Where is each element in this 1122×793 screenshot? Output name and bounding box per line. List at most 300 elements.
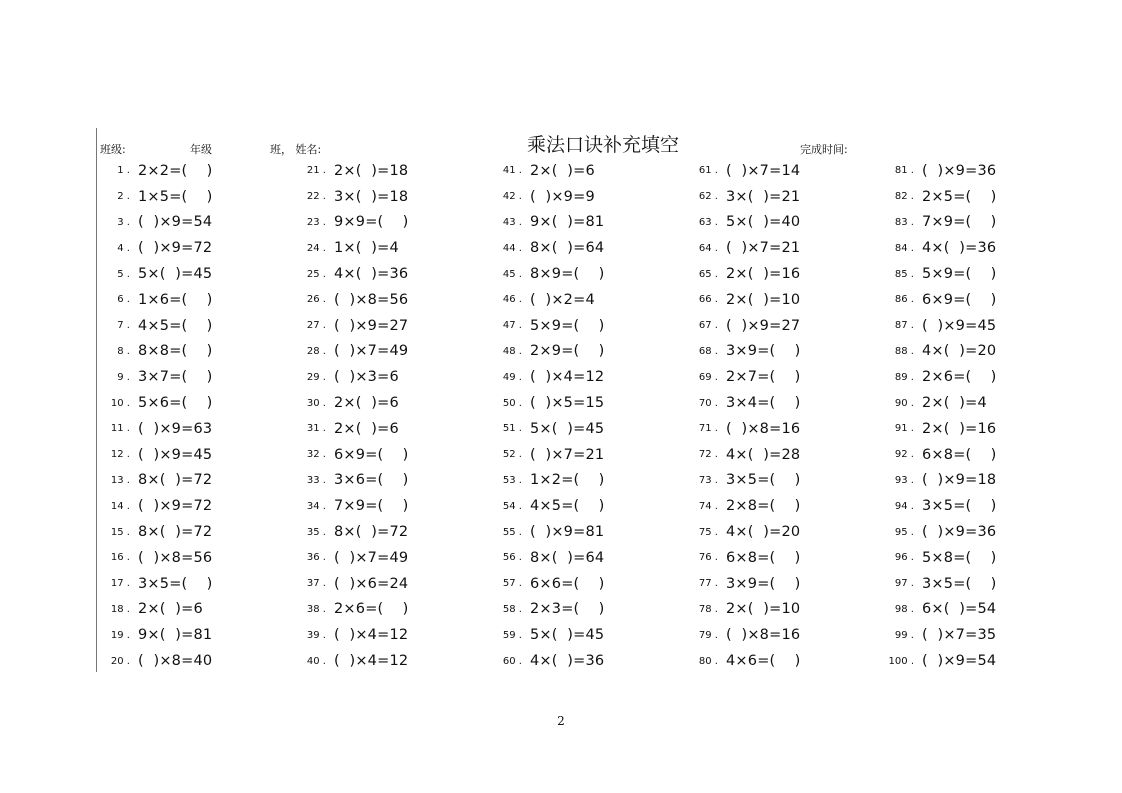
problem-item bbox=[100, 493, 296, 519]
problem-number: 56 . bbox=[502, 552, 522, 564]
problem-item bbox=[100, 210, 296, 236]
problem-item bbox=[688, 519, 884, 545]
problem-item bbox=[492, 364, 688, 390]
problem-number: 42 . bbox=[502, 191, 522, 203]
problem-item bbox=[296, 571, 492, 597]
problem-expression: 5×( )=45 bbox=[530, 627, 605, 644]
problem-expression: ( )×8=56 bbox=[334, 291, 409, 308]
problem-number: 57 . bbox=[502, 578, 522, 590]
problem-item bbox=[884, 235, 1080, 261]
problem-item bbox=[100, 339, 296, 365]
problem-item bbox=[100, 545, 296, 571]
problem-item bbox=[688, 493, 884, 519]
problem-item bbox=[100, 597, 296, 623]
problem-expression: ( )×9=45 bbox=[922, 317, 997, 334]
problem-item bbox=[100, 390, 296, 416]
problem-expression: 3×9=( ) bbox=[726, 575, 801, 592]
problem-item bbox=[296, 364, 492, 390]
problem-item bbox=[884, 648, 1080, 674]
problem-item bbox=[492, 210, 688, 236]
problem-number: 36 . bbox=[306, 552, 326, 564]
problem-expression: 4×5=( ) bbox=[530, 498, 605, 515]
problem-expression: ( )×7=21 bbox=[530, 446, 605, 463]
problem-number: 67 . bbox=[698, 320, 718, 332]
problem-number: 7 . bbox=[117, 320, 130, 332]
problem-item bbox=[688, 648, 884, 674]
problem-item bbox=[100, 158, 296, 184]
problem-item bbox=[296, 648, 492, 674]
problem-item bbox=[688, 261, 884, 287]
problem-expression: ( )×8=56 bbox=[138, 549, 213, 566]
problem-number: 20 . bbox=[110, 655, 130, 667]
problem-item bbox=[884, 364, 1080, 390]
problem-number: 65 . bbox=[698, 268, 718, 280]
problem-expression: 6×6=( ) bbox=[530, 575, 605, 592]
problem-expression: 4×( )=36 bbox=[922, 240, 997, 257]
problem-expression: 6×9=( ) bbox=[334, 446, 409, 463]
problem-expression: 4×( )=28 bbox=[726, 446, 801, 463]
problem-number: 12 . bbox=[110, 449, 130, 461]
problem-item bbox=[688, 184, 884, 210]
problem-expression: 8×( )=64 bbox=[530, 549, 605, 566]
problem-item bbox=[100, 184, 296, 210]
problem-number: 6 . bbox=[117, 294, 130, 306]
problem-number: 97 . bbox=[894, 578, 914, 590]
problem-expression: 4×6=( ) bbox=[726, 653, 801, 670]
problem-item bbox=[688, 416, 884, 442]
problem-number: 46 . bbox=[502, 294, 522, 306]
problem-item bbox=[492, 648, 688, 674]
problem-expression: ( )×9=81 bbox=[530, 524, 605, 541]
problem-number: 61 . bbox=[698, 165, 718, 177]
problem-item bbox=[296, 261, 492, 287]
problem-number: 88 . bbox=[894, 345, 914, 357]
problem-item bbox=[296, 313, 492, 339]
problem-number: 8 . bbox=[117, 345, 130, 357]
problem-item bbox=[688, 364, 884, 390]
problem-item bbox=[492, 468, 688, 494]
problem-item bbox=[492, 545, 688, 571]
problem-expression: 3×7=( ) bbox=[138, 369, 213, 386]
problem-number: 90 . bbox=[894, 397, 914, 409]
problem-number: 76 . bbox=[698, 552, 718, 564]
problem-expression: 2×9=( ) bbox=[530, 343, 605, 360]
page-title: 乘法口诀补充填空 bbox=[527, 134, 680, 156]
problem-item bbox=[688, 597, 884, 623]
problem-number: 28 . bbox=[306, 345, 326, 357]
problem-number: 81 . bbox=[894, 165, 914, 177]
problem-number: 23 . bbox=[306, 216, 326, 228]
problem-expression: 2×( )=10 bbox=[726, 291, 801, 308]
problem-item bbox=[884, 287, 1080, 313]
problem-item bbox=[100, 416, 296, 442]
problem-item bbox=[100, 287, 296, 313]
problem-expression: ( )×2=4 bbox=[530, 291, 595, 308]
problem-expression: 2×2=( ) bbox=[138, 162, 213, 179]
problem-expression: ( )×7=49 bbox=[334, 343, 409, 360]
problem-expression: ( )×9=36 bbox=[922, 524, 997, 541]
problem-number: 49 . bbox=[502, 371, 522, 383]
problem-number: 62 . bbox=[698, 191, 718, 203]
problem-number: 22 . bbox=[306, 191, 326, 203]
problem-number: 35 . bbox=[306, 526, 326, 538]
problem-number: 48 . bbox=[502, 345, 522, 357]
problem-number: 63 . bbox=[698, 216, 718, 228]
problem-number: 27 . bbox=[306, 320, 326, 332]
problem-item bbox=[492, 184, 688, 210]
problem-expression: ( )×8=16 bbox=[726, 627, 801, 644]
problem-item bbox=[492, 235, 688, 261]
problem-item bbox=[492, 416, 688, 442]
problem-expression: 8×9=( ) bbox=[530, 266, 605, 283]
problem-number: 37 . bbox=[306, 578, 326, 590]
problem-expression: 2×( )=18 bbox=[334, 162, 409, 179]
problem-expression: ( )×7=35 bbox=[922, 627, 997, 644]
problem-item bbox=[688, 313, 884, 339]
problem-number: 50 . bbox=[502, 397, 522, 409]
problem-number: 47 . bbox=[502, 320, 522, 332]
problem-item bbox=[100, 468, 296, 494]
problem-expression: 8×( )=64 bbox=[530, 240, 605, 257]
problem-number: 30 . bbox=[306, 397, 326, 409]
problem-item bbox=[884, 158, 1080, 184]
problem-expression: ( )×7=21 bbox=[726, 240, 801, 257]
problem-number: 24 . bbox=[306, 242, 326, 254]
completion-time-label: 完成时间: bbox=[800, 143, 848, 156]
problem-item bbox=[296, 339, 492, 365]
problem-expression: 3×5=( ) bbox=[138, 575, 213, 592]
problem-number: 53 . bbox=[502, 474, 522, 486]
problem-number: 52 . bbox=[502, 449, 522, 461]
problem-number: 31 . bbox=[306, 423, 326, 435]
problem-expression: 4×( )=36 bbox=[334, 266, 409, 283]
problem-expression: 3×5=( ) bbox=[922, 575, 997, 592]
problem-expression: ( )×8=40 bbox=[138, 653, 213, 670]
problem-item bbox=[100, 519, 296, 545]
problem-number: 64 . bbox=[698, 242, 718, 254]
problem-number: 38 . bbox=[306, 603, 326, 615]
problem-expression: 2×( )=4 bbox=[922, 395, 987, 412]
problem-grid bbox=[100, 158, 1040, 674]
problem-expression: 2×8=( ) bbox=[726, 498, 801, 515]
problem-number: 43 . bbox=[502, 216, 522, 228]
problem-item bbox=[688, 339, 884, 365]
problem-expression: ( )×9=63 bbox=[138, 420, 213, 437]
problem-item bbox=[492, 261, 688, 287]
problem-expression: ( )×7=49 bbox=[334, 549, 409, 566]
problem-number: 98 . bbox=[894, 603, 914, 615]
problem-expression: ( )×9=36 bbox=[922, 162, 997, 179]
problem-expression: 2×5=( ) bbox=[922, 188, 997, 205]
problem-number: 100 . bbox=[888, 655, 914, 667]
problem-expression: 3×5=( ) bbox=[726, 472, 801, 489]
problem-expression: ( )×9=18 bbox=[922, 472, 997, 489]
problem-expression: ( )×4=12 bbox=[530, 369, 605, 386]
problem-item bbox=[688, 571, 884, 597]
problem-item bbox=[296, 493, 492, 519]
problem-expression: ( )×9=27 bbox=[726, 317, 801, 334]
problem-number: 39 . bbox=[306, 629, 326, 641]
problem-number: 75 . bbox=[698, 526, 718, 538]
problem-expression: 2×( )=6 bbox=[334, 420, 399, 437]
problem-expression: 2×( )=6 bbox=[334, 395, 399, 412]
problem-item bbox=[296, 184, 492, 210]
problem-number: 73 . bbox=[698, 474, 718, 486]
problem-number: 54 . bbox=[502, 500, 522, 512]
problem-number: 21 . bbox=[306, 165, 326, 177]
problem-expression: 5×9=( ) bbox=[530, 317, 605, 334]
problem-item bbox=[492, 339, 688, 365]
problem-number: 68 . bbox=[698, 345, 718, 357]
grade-label: 年级 bbox=[190, 143, 212, 156]
problem-expression: 1×( )=4 bbox=[334, 240, 399, 257]
problem-expression: ( )×8=16 bbox=[726, 420, 801, 437]
problem-item bbox=[688, 442, 884, 468]
problem-expression: 2×( )=16 bbox=[922, 420, 997, 437]
name-label: 班， 姓名: bbox=[270, 143, 322, 156]
problem-item bbox=[100, 261, 296, 287]
problem-number: 94 . bbox=[894, 500, 914, 512]
problem-number: 41 . bbox=[502, 165, 522, 177]
problem-item bbox=[688, 235, 884, 261]
problem-expression: 2×( )=16 bbox=[726, 266, 801, 283]
problem-number: 91 . bbox=[894, 423, 914, 435]
worksheet-header bbox=[100, 130, 1080, 160]
problem-item bbox=[296, 210, 492, 236]
problem-number: 78 . bbox=[698, 603, 718, 615]
problem-number: 2 . bbox=[117, 191, 130, 203]
problem-number: 11 . bbox=[110, 423, 130, 435]
problem-expression: 9×( )=81 bbox=[530, 214, 605, 231]
problem-item bbox=[884, 339, 1080, 365]
problem-expression: 6×8=( ) bbox=[726, 549, 801, 566]
problem-number: 89 . bbox=[894, 371, 914, 383]
problem-number: 9 . bbox=[117, 371, 130, 383]
problem-expression: 3×4=( ) bbox=[726, 395, 801, 412]
problem-expression: ( )×4=12 bbox=[334, 653, 409, 670]
problem-item bbox=[492, 442, 688, 468]
problem-item bbox=[492, 519, 688, 545]
problem-number: 96 . bbox=[894, 552, 914, 564]
problem-expression: 8×( )=72 bbox=[138, 524, 213, 541]
problem-item bbox=[884, 622, 1080, 648]
problem-expression: 5×( )=45 bbox=[530, 420, 605, 437]
class-label: 班级: bbox=[100, 143, 126, 156]
problem-expression: 5×( )=45 bbox=[138, 266, 213, 283]
problem-expression: 1×6=( ) bbox=[138, 291, 213, 308]
problem-item bbox=[296, 287, 492, 313]
problem-expression: ( )×3=6 bbox=[334, 369, 399, 386]
problem-number: 86 . bbox=[894, 294, 914, 306]
problem-item bbox=[296, 622, 492, 648]
problem-expression: 2×( )=10 bbox=[726, 601, 801, 618]
problem-number: 99 . bbox=[894, 629, 914, 641]
problem-number: 69 . bbox=[698, 371, 718, 383]
problem-number: 18 . bbox=[110, 603, 130, 615]
problem-item bbox=[492, 313, 688, 339]
problem-item bbox=[296, 519, 492, 545]
problem-number: 13 . bbox=[110, 474, 130, 486]
problem-expression: 4×( )=36 bbox=[530, 653, 605, 670]
problem-expression: 5×( )=40 bbox=[726, 214, 801, 231]
problem-item bbox=[492, 287, 688, 313]
problem-expression: 2×( )=6 bbox=[138, 601, 203, 618]
problem-expression: 6×9=( ) bbox=[922, 291, 997, 308]
problem-number: 92 . bbox=[894, 449, 914, 461]
problem-number: 79 . bbox=[698, 629, 718, 641]
problem-expression: 7×9=( ) bbox=[922, 214, 997, 231]
problem-number: 58 . bbox=[502, 603, 522, 615]
problem-expression: 2×7=( ) bbox=[726, 369, 801, 386]
problem-number: 51 . bbox=[502, 423, 522, 435]
problem-number: 70 . bbox=[698, 397, 718, 409]
problem-number: 74 . bbox=[698, 500, 718, 512]
problem-number: 19 . bbox=[110, 629, 130, 641]
problem-item bbox=[100, 622, 296, 648]
problem-number: 4 . bbox=[117, 242, 130, 254]
problem-number: 10 . bbox=[110, 397, 130, 409]
problem-item bbox=[492, 493, 688, 519]
problem-number: 80 . bbox=[698, 655, 718, 667]
problem-number: 32 . bbox=[306, 449, 326, 461]
problem-number: 33 . bbox=[306, 474, 326, 486]
problem-item bbox=[884, 442, 1080, 468]
problem-expression: 9×9=( ) bbox=[334, 214, 409, 231]
problem-expression: ( )×9=9 bbox=[530, 188, 595, 205]
problem-number: 26 . bbox=[306, 294, 326, 306]
problem-item bbox=[884, 390, 1080, 416]
problem-item bbox=[296, 468, 492, 494]
problem-expression: 5×9=( ) bbox=[922, 266, 997, 283]
problem-item bbox=[296, 390, 492, 416]
problem-item bbox=[100, 364, 296, 390]
problem-item bbox=[884, 519, 1080, 545]
problem-expression: 7×9=( ) bbox=[334, 498, 409, 515]
problem-expression: ( )×9=54 bbox=[922, 653, 997, 670]
problem-number: 87 . bbox=[894, 320, 914, 332]
problem-expression: 1×2=( ) bbox=[530, 472, 605, 489]
problem-item bbox=[688, 545, 884, 571]
problem-expression: 6×8=( ) bbox=[922, 446, 997, 463]
problem-expression: 3×5=( ) bbox=[922, 498, 997, 515]
problem-number: 17 . bbox=[110, 578, 130, 590]
problem-number: 5 . bbox=[117, 268, 130, 280]
problem-expression: 4×( )=20 bbox=[922, 343, 997, 360]
problem-item bbox=[688, 287, 884, 313]
problem-number: 25 . bbox=[306, 268, 326, 280]
problem-item bbox=[884, 571, 1080, 597]
problem-item bbox=[884, 261, 1080, 287]
problem-number: 40 . bbox=[306, 655, 326, 667]
problem-number: 59 . bbox=[502, 629, 522, 641]
problem-item bbox=[688, 622, 884, 648]
problem-number: 15 . bbox=[110, 526, 130, 538]
problem-expression: 3×( )=18 bbox=[334, 188, 409, 205]
problem-number: 34 . bbox=[306, 500, 326, 512]
problem-expression: 8×( )=72 bbox=[334, 524, 409, 541]
problem-number: 1 . bbox=[117, 165, 130, 177]
problem-expression: 4×5=( ) bbox=[138, 317, 213, 334]
problem-item bbox=[100, 313, 296, 339]
problem-expression: ( )×9=45 bbox=[138, 446, 213, 463]
problem-item bbox=[884, 313, 1080, 339]
problem-item bbox=[492, 571, 688, 597]
problem-expression: ( )×6=24 bbox=[334, 575, 409, 592]
problem-item bbox=[296, 158, 492, 184]
problem-expression: ( )×7=14 bbox=[726, 162, 801, 179]
problem-item bbox=[492, 622, 688, 648]
problem-item bbox=[492, 597, 688, 623]
problem-item bbox=[884, 184, 1080, 210]
problem-number: 85 . bbox=[894, 268, 914, 280]
problem-number: 82 . bbox=[894, 191, 914, 203]
problem-expression: 5×8=( ) bbox=[922, 549, 997, 566]
problem-item bbox=[296, 235, 492, 261]
problem-item bbox=[100, 648, 296, 674]
problem-expression: 2×( )=6 bbox=[530, 162, 595, 179]
problem-number: 55 . bbox=[502, 526, 522, 538]
problem-expression: 5×6=( ) bbox=[138, 395, 213, 412]
problem-number: 14 . bbox=[110, 500, 130, 512]
problem-expression: 2×3=( ) bbox=[530, 601, 605, 618]
problem-expression: 8×( )=72 bbox=[138, 472, 213, 489]
problem-expression: 6×( )=54 bbox=[922, 601, 997, 618]
problem-number: 60 . bbox=[502, 655, 522, 667]
problem-number: 95 . bbox=[894, 526, 914, 538]
problem-item bbox=[884, 493, 1080, 519]
problem-item bbox=[100, 442, 296, 468]
problem-item bbox=[688, 158, 884, 184]
problem-item bbox=[100, 571, 296, 597]
problem-number: 66 . bbox=[698, 294, 718, 306]
problem-item bbox=[884, 545, 1080, 571]
problem-item bbox=[884, 416, 1080, 442]
problem-expression: 2×6=( ) bbox=[922, 369, 997, 386]
problem-item bbox=[296, 545, 492, 571]
problem-expression: 3×6=( ) bbox=[334, 472, 409, 489]
problem-expression: ( )×5=15 bbox=[530, 395, 605, 412]
problem-number: 83 . bbox=[894, 216, 914, 228]
problem-item bbox=[100, 235, 296, 261]
problem-number: 3 . bbox=[117, 216, 130, 228]
problem-expression: 1×5=( ) bbox=[138, 188, 213, 205]
problem-item bbox=[884, 210, 1080, 236]
problem-item bbox=[492, 158, 688, 184]
problem-expression: 9×( )=81 bbox=[138, 627, 213, 644]
page-number: 2 bbox=[557, 714, 565, 728]
problem-expression: ( )×4=12 bbox=[334, 627, 409, 644]
problem-item bbox=[688, 210, 884, 236]
problem-expression: ( )×9=54 bbox=[138, 214, 213, 231]
problem-number: 16 . bbox=[110, 552, 130, 564]
problem-number: 71 . bbox=[698, 423, 718, 435]
problem-expression: ( )×9=72 bbox=[138, 240, 213, 257]
problem-item bbox=[492, 390, 688, 416]
problem-item bbox=[296, 416, 492, 442]
problem-item bbox=[884, 597, 1080, 623]
problem-number: 29 . bbox=[306, 371, 326, 383]
problem-number: 44 . bbox=[502, 242, 522, 254]
problem-item bbox=[688, 468, 884, 494]
problem-number: 72 . bbox=[698, 449, 718, 461]
problem-number: 45 . bbox=[502, 268, 522, 280]
problem-number: 77 . bbox=[698, 578, 718, 590]
problem-expression: 3×9=( ) bbox=[726, 343, 801, 360]
problem-expression: ( )×9=72 bbox=[138, 498, 213, 515]
problem-expression: 2×6=( ) bbox=[334, 601, 409, 618]
problem-number: 84 . bbox=[894, 242, 914, 254]
problem-expression: ( )×9=27 bbox=[334, 317, 409, 334]
